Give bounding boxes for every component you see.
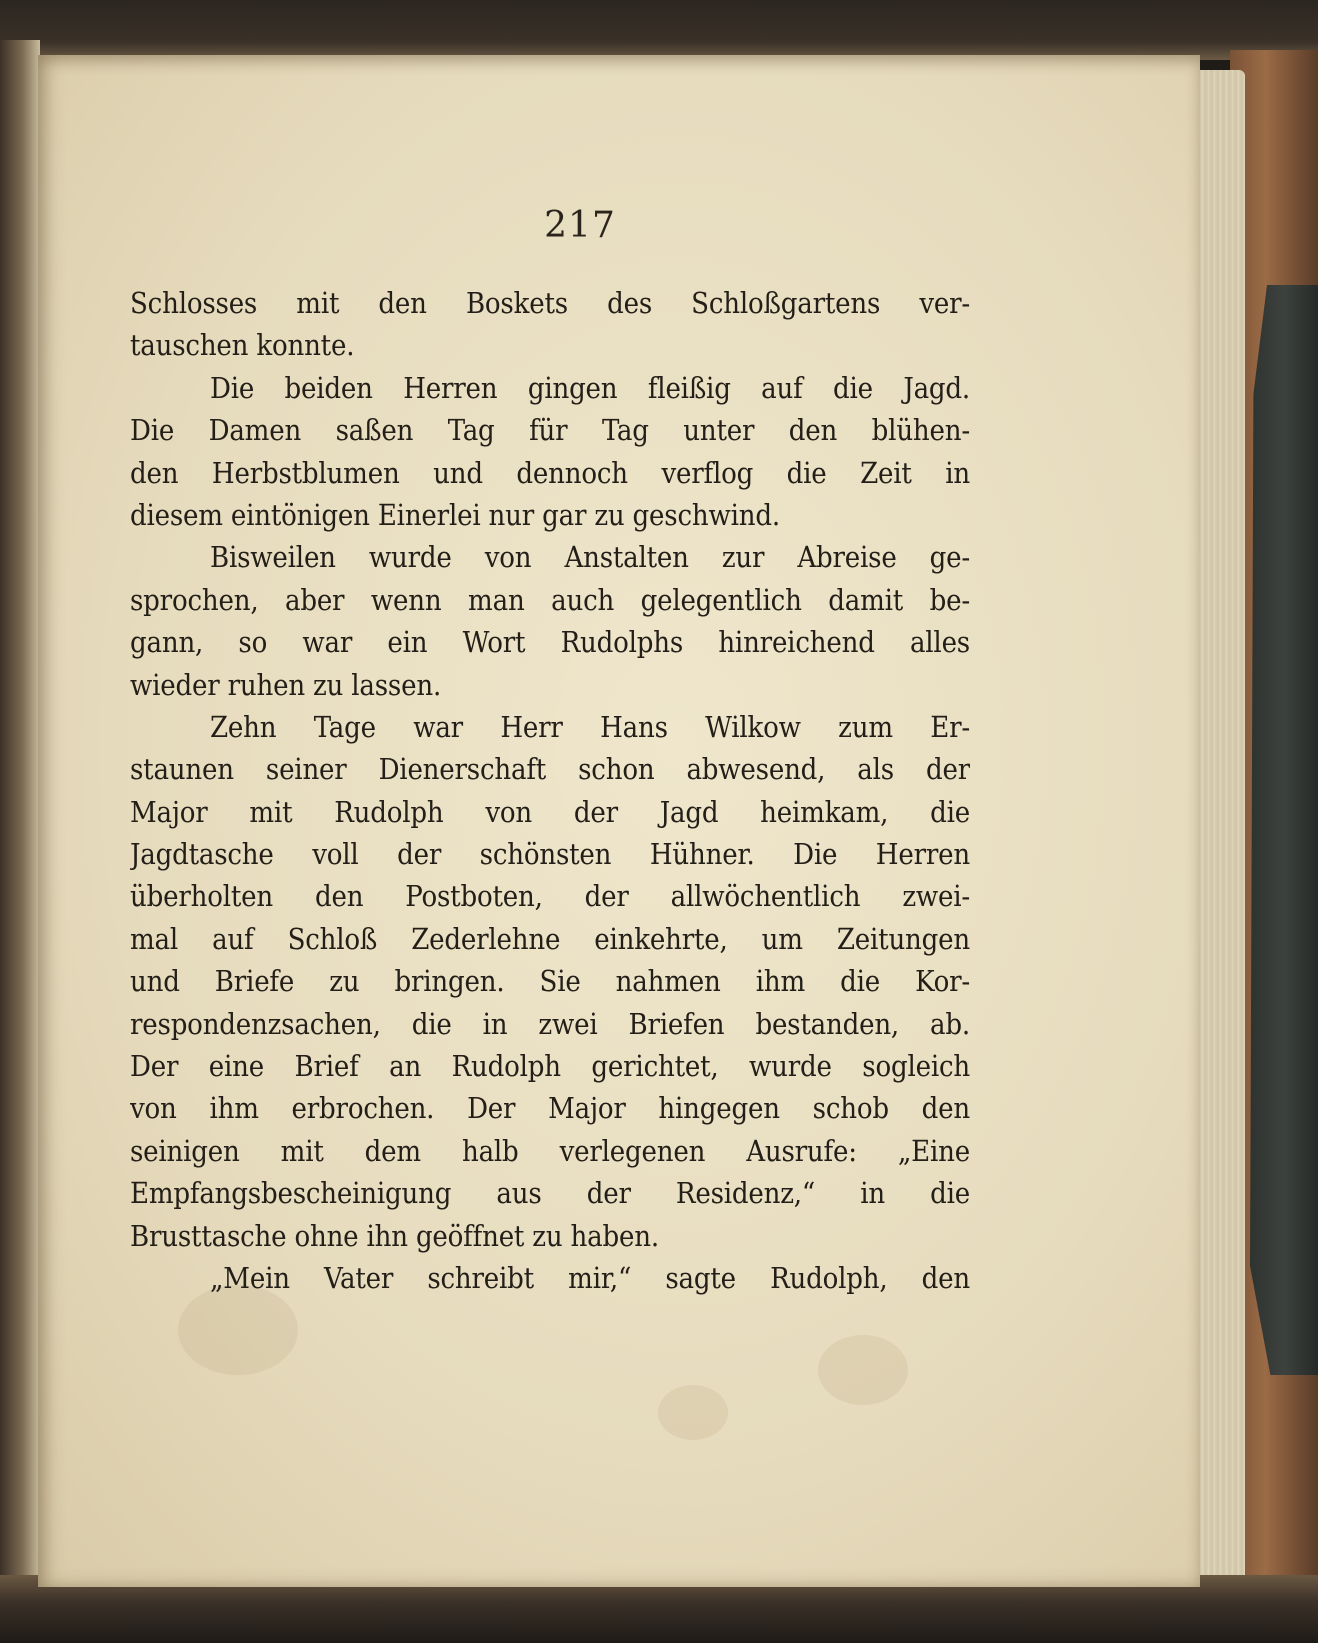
text-line: Bisweilen wurde von Anstalten zur Abreise ge- [210, 540, 970, 575]
text-line: Empfangsbescheinigung aus der Residenz,“ in die [130, 1176, 970, 1211]
text-line: „Mein Vater schreibt mir,“ sagte Rudolph, den [210, 1260, 970, 1295]
text-line: tauschen konnte. [130, 328, 355, 363]
book-gutter [0, 40, 40, 1590]
text-line: diesem eintönigen Einerlei nur gar zu geschwind. [130, 497, 780, 532]
text-line: Die beiden Herren gingen fleißig auf die Jagd. [210, 370, 970, 405]
book-cover-top-edge [0, 0, 1318, 60]
text-line: wieder ruhen zu lassen. [130, 667, 442, 702]
text-line: den Herbstblumen und dennoch verflog die Zeit in [130, 455, 970, 490]
page-text [130, 282, 970, 1299]
text-line: Zehn Tage war Herr Hans Wilkow zum Er- [210, 709, 970, 744]
text-line: Jagdtasche voll der schönsten Hühner. Die Herren [130, 837, 970, 872]
text-line: und Briefe zu bringen. Sie nahmen ihm die Kor- [130, 964, 970, 999]
text-line: Der eine Brief an Rudolph gerichtet, wurde sogleich [130, 1049, 970, 1084]
text-line: staunen seiner Dienerschaft schon abwesend, als der [130, 752, 970, 787]
text-line: mal auf Schloß Zederlehne einkehrte, um Zeitungen [130, 921, 970, 956]
text-line: sprochen, aber wenn man auch gelegentlich damit be- [130, 582, 970, 617]
text-line: von ihm erbrochen. Der Major hingegen schob den [130, 1091, 970, 1126]
text-line: gann, so war ein Wort Rudolphs hinreichend alles [130, 625, 970, 660]
cover-cloth-panel [1250, 285, 1318, 1375]
text-line: Die Damen saßen Tag für Tag unter den blühen- [130, 413, 970, 448]
paper-stain [818, 1335, 908, 1405]
page-number: 217 [544, 205, 616, 246]
paper-stain [658, 1385, 728, 1440]
text-line: seinigen mit dem halb verlegenen Ausrufe: „Eine [130, 1133, 970, 1168]
text-line: Brusttasche ohne ihn geöffnet zu haben. [130, 1218, 659, 1253]
text-line: überholten den Postboten, der allwöchentlich zwei- [130, 879, 970, 914]
text-line: Major mit Rudolph von der Jagd heimkam, die [130, 794, 970, 829]
text-line: Schlosses mit den Boskets des Schloßgartens ver- [130, 286, 970, 320]
text-line: respondenzsachen, die in zwei Briefen bestanden, ab. [130, 1006, 970, 1041]
